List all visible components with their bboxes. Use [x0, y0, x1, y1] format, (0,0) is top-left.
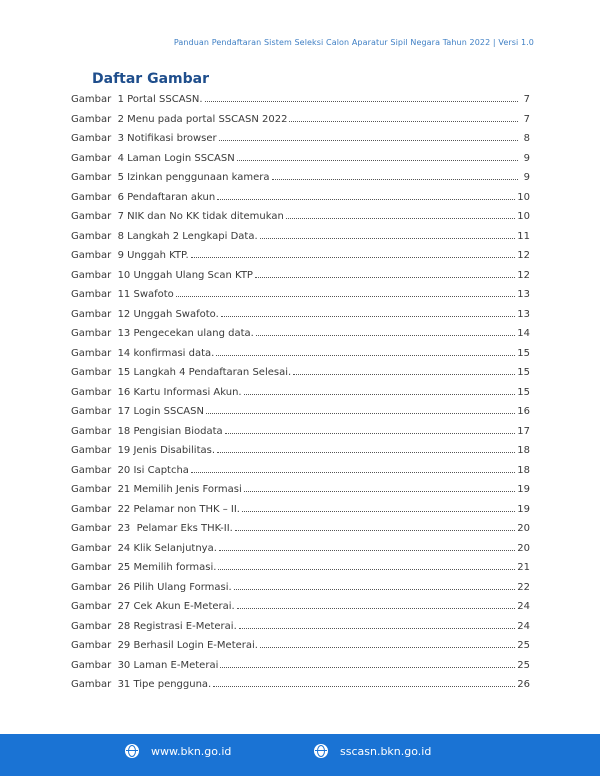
toc-entry-label: Gambar 15 Langkah 4 Pendaftaran Selesai. [71, 367, 292, 378]
toc-entry-label: Gambar 11 Swafoto [71, 289, 174, 300]
dot-leader [219, 549, 515, 551]
toc-entry-label: Gambar 16 Kartu Informasi Akun. [71, 386, 242, 398]
dot-leader [176, 295, 515, 297]
toc-entry-page: 22 [517, 581, 530, 593]
footer-link-bkn[interactable] [125, 744, 231, 758]
toc-entry-label: Gambar 24 Klik Selanjutnya. [71, 542, 217, 554]
dot-leader [191, 471, 515, 473]
toc-entry[interactable] [71, 309, 530, 329]
toc-entry-label: Gambar 29 Berhasil Login E-Meterai. [71, 640, 258, 651]
toc-entry-page: 18 [517, 464, 530, 476]
toc-entry[interactable] [71, 250, 530, 270]
toc-entry[interactable] [71, 387, 530, 407]
dot-leader [260, 646, 515, 648]
globe-icon [125, 744, 139, 758]
toc-entry[interactable] [71, 94, 530, 114]
toc-entry[interactable] [71, 621, 530, 641]
toc-entry-page: 13 [517, 308, 530, 320]
toc-entry-page: 20 [517, 523, 530, 534]
toc-entry-label: Gambar 23 Pelamar Eks THK-II. [71, 523, 233, 534]
dot-leader [235, 529, 515, 531]
toc-entry-page: 13 [517, 289, 530, 300]
toc-entry-page: 9 [523, 172, 530, 183]
toc-entry-label: Gambar 12 Unggah Swafoto. [71, 308, 219, 320]
toc-entry[interactable] [71, 211, 530, 231]
dot-leader [289, 120, 518, 122]
toc-entry-label: Gambar 7 NIK dan No KK tidak ditemukan [71, 211, 284, 222]
toc-entry-label: Gambar 26 Pilih Ulang Formasi. [71, 581, 232, 593]
toc-entry[interactable] [71, 679, 530, 699]
toc-entry-page: 25 [517, 640, 530, 651]
dot-leader [293, 373, 515, 375]
toc-entry[interactable] [71, 523, 530, 543]
toc-entry[interactable] [71, 543, 530, 563]
toc-entry[interactable] [71, 426, 530, 446]
running-header: Panduan Pendaftaran Sistem Seleksi Calon Aparatur Sipil Negara Tahun 2022 | Versi 1.0 [173, 38, 534, 47]
dot-leader [260, 237, 516, 239]
globe-icon [314, 744, 328, 758]
toc-entry-label: Gambar 9 Unggah KTP. [71, 250, 189, 261]
toc-entry[interactable] [71, 406, 530, 426]
toc-entry[interactable] [71, 172, 530, 192]
toc-entry[interactable] [71, 328, 530, 348]
dot-leader [219, 139, 518, 141]
toc-entry-page: 12 [517, 250, 530, 261]
toc-entry-label: Gambar 17 Login SSCASN [71, 406, 204, 417]
toc-entry-page: 17 [517, 425, 530, 437]
toc-entry-label: Gambar 1 Portal SSCASN. [71, 94, 203, 105]
toc-entry-page: 15 [517, 367, 530, 378]
toc-entry[interactable] [71, 270, 530, 290]
toc-entry-page: 7 [523, 113, 530, 125]
toc-entry-page: 9 [523, 152, 530, 164]
dot-leader [225, 432, 516, 434]
toc-entry[interactable] [71, 192, 530, 212]
toc-entry-page: 18 [517, 445, 530, 456]
page-title: Daftar Gambar [92, 71, 209, 87]
dot-leader [239, 627, 516, 629]
toc-entry[interactable] [71, 582, 530, 602]
toc-entry[interactable] [71, 562, 530, 582]
toc-entry-page: 14 [517, 328, 530, 339]
dot-leader [206, 412, 515, 414]
toc-entry[interactable] [71, 465, 530, 485]
dot-leader [242, 510, 515, 512]
dot-leader [256, 334, 515, 336]
dot-leader [221, 315, 515, 317]
footer-link-bkn-label: www.bkn.go.id [151, 744, 232, 758]
dot-leader [220, 666, 515, 668]
toc-entry-label: Gambar 3 Notifikasi browser [71, 133, 217, 144]
footer-bar [0, 734, 600, 776]
toc-entry-page: 15 [517, 386, 530, 398]
toc-entry-label: Gambar 19 Jenis Disabilitas. [71, 445, 216, 456]
dot-leader [237, 159, 518, 161]
toc-entry[interactable] [71, 445, 530, 465]
toc-entry-label: Gambar 13 Pengecekan ulang data. [71, 328, 254, 339]
toc-entry[interactable] [71, 484, 530, 504]
toc-entry-label: Gambar 18 Pengisian Biodata [71, 425, 223, 437]
toc-entry-page: 15 [517, 347, 530, 359]
dot-leader [217, 198, 515, 200]
dot-leader [244, 393, 516, 395]
toc-entry-label: Gambar 20 Isi Captcha [71, 464, 189, 476]
toc-entry-page: 20 [517, 542, 530, 554]
toc-entry-label: Gambar 2 Menu pada portal SSCASN 2022 [71, 113, 288, 125]
toc-entry-page: 10 [517, 191, 530, 203]
toc-entry-page: 7 [523, 94, 530, 105]
toc-entry-page: 12 [517, 269, 530, 281]
toc-entry[interactable] [71, 640, 530, 660]
dot-leader [234, 588, 516, 590]
toc-entry-label: Gambar 14 konfirmasi data. [71, 347, 215, 359]
toc-entry-label: Gambar 30 Laman E-Meterai [71, 659, 219, 671]
toc-entry[interactable] [71, 133, 530, 153]
toc-entry-label: Gambar 8 Langkah 2 Lengkapi Data. [71, 230, 258, 242]
toc-entry[interactable] [71, 367, 530, 387]
dot-leader [217, 451, 515, 453]
dot-leader [272, 178, 518, 180]
dot-leader [213, 685, 515, 687]
dot-leader [237, 607, 516, 609]
toc-entry[interactable] [71, 231, 530, 251]
toc-entry-label: Gambar 5 Izinkan penggunaan kamera [71, 172, 270, 183]
toc-entry[interactable] [71, 289, 530, 309]
toc-entry-label: Gambar 21 Memilih Jenis Formasi [71, 484, 242, 495]
toc-entry-label: Gambar 22 Pelamar non THK – II. [71, 503, 240, 515]
footer-link-sscasn-label: sscasn.bkn.go.id [340, 744, 432, 758]
dot-leader [218, 568, 515, 570]
figure-list [71, 94, 530, 699]
dot-leader [286, 217, 515, 219]
toc-entry[interactable] [71, 504, 530, 524]
toc-entry-label: Gambar 28 Registrasi E-Meterai. [71, 620, 237, 632]
dot-leader [191, 256, 516, 258]
toc-entry-label: Gambar 10 Unggah Ulang Scan KTP [71, 269, 253, 281]
toc-entry-page: 21 [517, 562, 530, 573]
toc-entry[interactable] [71, 601, 530, 621]
toc-entry-page: 26 [517, 679, 530, 690]
toc-entry-page: 25 [517, 659, 530, 671]
toc-entry[interactable] [71, 348, 530, 368]
toc-entry[interactable] [71, 660, 530, 680]
toc-entry-page: 11 [517, 230, 530, 242]
toc-entry[interactable] [71, 114, 530, 134]
dot-leader [255, 276, 515, 278]
toc-entry-page: 24 [517, 620, 530, 632]
toc-entry-page: 19 [517, 484, 530, 495]
toc-entry-label: Gambar 25 Memilih formasi. [71, 562, 217, 573]
dot-leader [216, 354, 515, 356]
toc-entry-label: Gambar 6 Pendaftaran akun [71, 191, 216, 203]
toc-entry-label: Gambar 31 Tipe pengguna. [71, 679, 212, 690]
dot-leader [205, 100, 518, 102]
dot-leader [244, 490, 516, 492]
toc-entry-label: Gambar 4 Laman Login SSCASN [71, 152, 235, 164]
toc-entry-page: 10 [517, 211, 530, 222]
toc-entry-page: 24 [517, 601, 530, 612]
toc-entry-page: 19 [517, 503, 530, 515]
footer-link-sscasn[interactable] [314, 744, 431, 758]
toc-entry-label: Gambar 27 Cek Akun E-Meterai. [71, 601, 235, 612]
toc-entry[interactable] [71, 153, 530, 173]
toc-entry-page: 8 [523, 133, 530, 144]
toc-entry-page: 16 [517, 406, 530, 417]
